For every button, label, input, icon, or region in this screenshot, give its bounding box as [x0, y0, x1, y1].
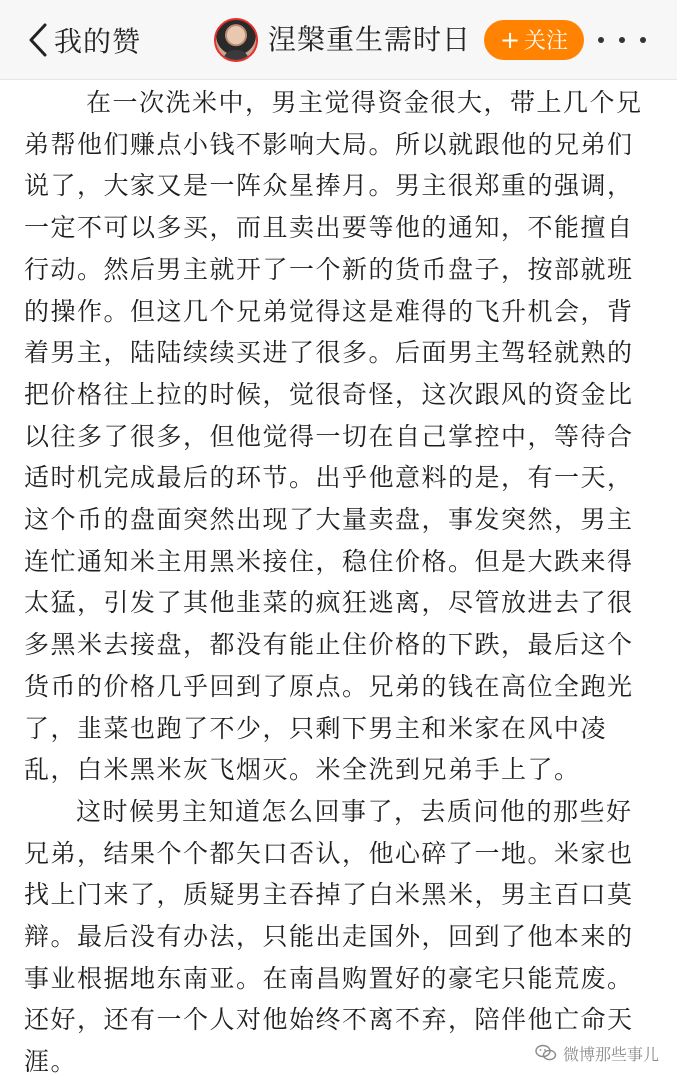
back-label: 我的赞 [54, 25, 142, 58]
dot-icon [598, 37, 604, 43]
dot-icon [640, 37, 646, 43]
wechat-icon [535, 1044, 557, 1062]
avatar[interactable] [214, 18, 258, 62]
follow-label: 关注 [524, 29, 569, 54]
top-bar [0, 0, 677, 80]
chevron-left-icon [28, 23, 48, 57]
watermark-text: 微博那些事儿 [562, 1044, 659, 1064]
plus-icon: + [499, 26, 521, 54]
post-paragraph: 这时候男主知道怎么回事了，去质问他的那些好兄弟，结果个个都矢口否认，他心碎了一地。米家也找上门来了，质疑男主吞掉了白米黑米，男主百口莫辩。最后没有办法，只能出走国外，回到了他本来的事业根据地东南亚。在南昌购置好的豪宅只能荒废。还好，还有一个人对他始终不离不弃，陪伴他亡命天涯。 [24, 796, 634, 1077]
follow-button[interactable] [484, 20, 584, 60]
username[interactable]: 涅槃重生需时日 [268, 23, 472, 56]
dot-icon [619, 37, 625, 43]
watermark [531, 1040, 659, 1066]
more-options-button[interactable] [598, 30, 646, 50]
post-content [24, 82, 654, 1080]
back-button[interactable] [28, 18, 141, 62]
post-paragraph: 在一次洗米中，男主觉得资金很大，带上几个兄弟帮他们赚点小钱不影响大局。所以就跟他的兄弟们说了，大家又是一阵众星捧月。男主很郑重的强调，一定不可以多买，而且卖出要等他的通知，不能擅自行动。然后男主就开了一个新的货币盘子，按部就班的操作。但这几个兄弟觉得这是难得的飞升机会，背着男主，陆陆续续买进了很多。后面男主驾轻就熟的把价格往上拉的时候，觉很奇怪，这次跟风的资金比以往多了很多，但他觉得一切在自己掌控中，等待合适时机完成最后的环节。出乎他意料的是，有一天，这个币的盘面突然出现了大量卖盘，事发突然，男主连忙通知米主用黑米接住，稳住价格。但是大跌来得太猛，引发了其他韭菜的疯狂逃离，尽管放进去了很多黑米去接盘，都没有能止住价格的下跌，最后这个货币的价格几乎回到了原点。兄弟的钱在高位全跑光了，韭菜也跑了不少，只剩下男主和米家在风中凌乱，白米黑米灰飞烟灭。米全洗到兄弟手上了。 [24, 88, 643, 785]
